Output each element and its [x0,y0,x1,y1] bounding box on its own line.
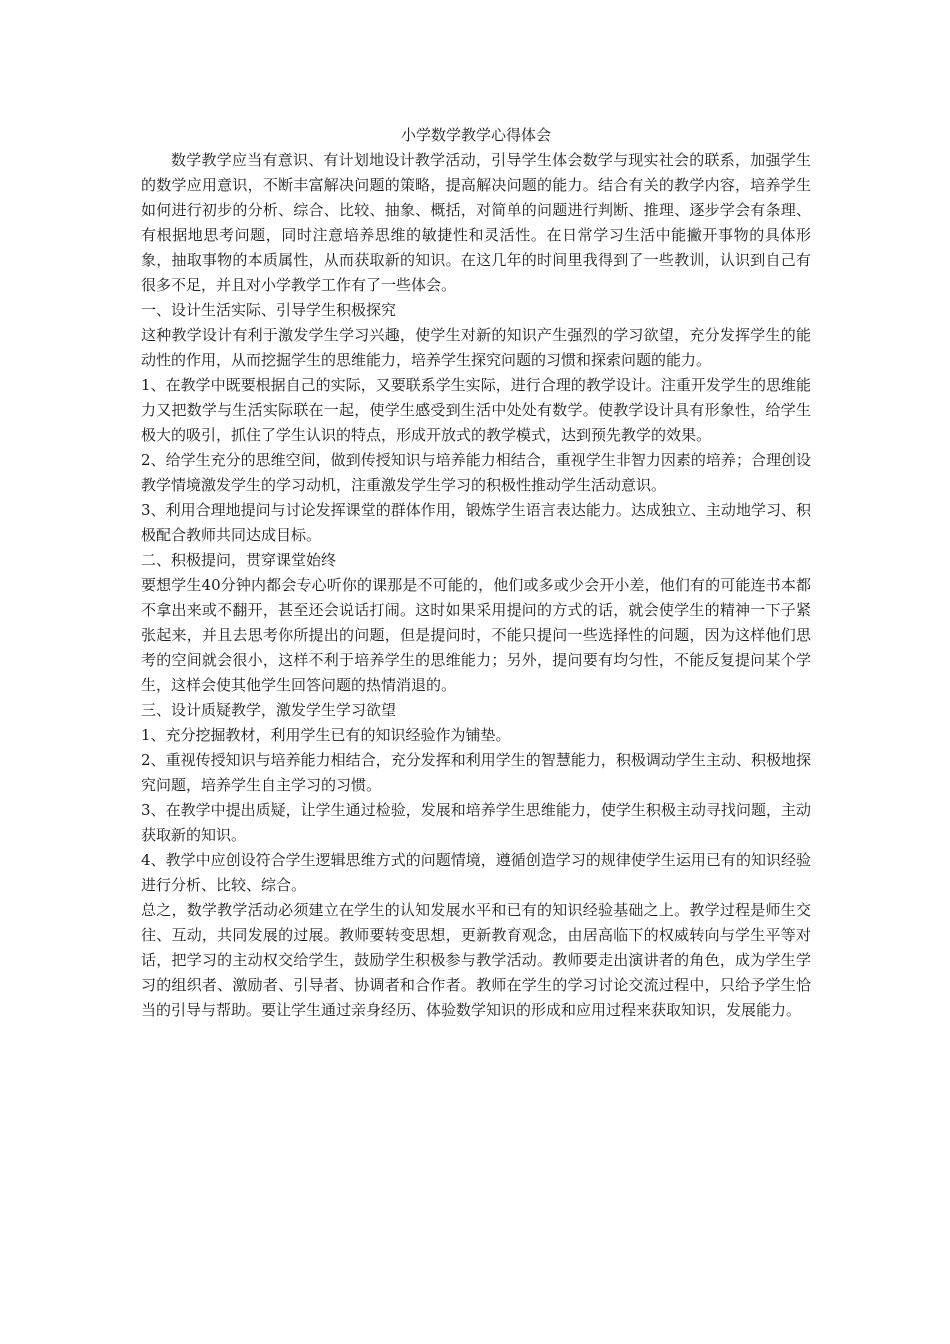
section-heading-3: 三、设计质疑教学，激发学生学习欲望 [141,701,397,719]
section-3-item-4: 4、教学中应创设符合学生逻辑思维方式的问题情境，遵循创造学习的规律使学生运用已有的知识经验进行分析、比较、综合。 [141,851,811,894]
conclusion-paragraph: 总之，数学教学活动必须建立在学生的认知发展水平和已有的知识经验基础之上。教学过程是师生交往、互动，共同发展的过展。教师要转变思想，更新教育观念，由居高临下的权威转向与学生平等对话，把学习的主动权交给学生，鼓励学生积极参与教学活动。教师要走出演讲者的角色，成为学生学习的组织者、激励者、引导者、协调者和合作者。教师在学生的学习讨论交流过程中，只给予学生恰当的引导与帮助。要让学生通过亲身经历、体验数学知识的形成和应用过程来获取知识，发展能力。 [141,901,811,1019]
section-3-item-3: 3、在教学中提出质疑，让学生通过检验，发展和培养学生思维能力，使学生积极主动寻找问题，主动获取新的知识。 [141,801,811,844]
section-2-paragraph: 要想学生40分钟内都会专心听你的课那是不可能的，他们或多或少会开小差，他们有的可能连书本都不拿出来或不翻开，甚至还会说话打闹。这时如果采用提问的方式的话，就会使学生的精神一下子紧张起来，并且去思考你所提出的问题，但是提问时，不能只提问一些选择性的问题，因为这样他们思考的空间就会很小，这样不利于培养学生的思维能力；另外，提问要有均匀性，不能反复提问某个学生，这样会使其他学生回答问题的热情消退的。 [141,576,811,694]
section-1-item-2: 2、给学生充分的思维空间，做到传授知识与培养能力相结合，重视学生非智力因素的培养；合理创设教学情境激发学生的学习动机，注重激发学生学习的积极性推动学生活动意识。 [141,451,811,494]
section-1-item-3: 3、利用合理地提问与讨论发挥课堂的群体作用，锻炼学生语言表达能力。达成独立、主动地学习、积极配合教师共同达成目标。 [141,501,811,544]
section-heading-2: 二、积极提问，贯穿课堂始终 [141,551,337,569]
intro-paragraph: 数学教学应当有意识、有计划地设计教学活动，引导学生体会数学与现实社会的联系，加强学生的数学应用意识，不断丰富解决问题的策略，提高解决问题的能力。结合有关的教学内容，培养学生如何进行初步的分析、综合、比较、抽象、概括，对简单的问题进行判断、推理、逐步学会有条理、有根据地思考问题，同时注意培养思维的敏捷性和灵活性。在日常学习生活中能撇开事物的具体形象，抽取事物的本质属性，从而获取新的知识。在这几年的时间里我得到了一些教训，认识到自己有很多不足，并且对小学教学工作有了一些体会。 [141,151,811,294]
section-1-item-1: 1、在教学中既要根据自己的实际，又要联系学生实际，进行合理的教学设计。注重开发学生的思维能力又把数学与生活实际联在一起，使学生感受到生活中处处有数学。使教学设计具有形象性，给学生极大的吸引，抓住了学生认识的特点，形成开放式的教学模式，达到预先教学的效果。 [141,376,811,444]
section-3-item-2: 2、重视传授知识与培养能力相结合，充分发挥和利用学生的智慧能力，积极调动学生主动、积极地探究问题，培养学生自主学习的习惯。 [141,751,811,794]
section-1-paragraph: 这种教学设计有利于激发学生学习兴趣，使学生对新的知识产生强烈的学习欲望，充分发挥学生的能动性的作用，从而挖掘学生的思维能力，培养学生探究问题的习惯和探索问题的能力。 [141,326,811,369]
document-title: 小学数学教学心得体会 [400,126,551,144]
section-heading-1: 一、设计生活实际、引导学生积极探究 [141,301,397,319]
document-page [141,124,811,1023]
section-3-item-1: 1、充分挖掘教材，利用学生已有的知识经验作为铺垫。 [141,726,511,744]
